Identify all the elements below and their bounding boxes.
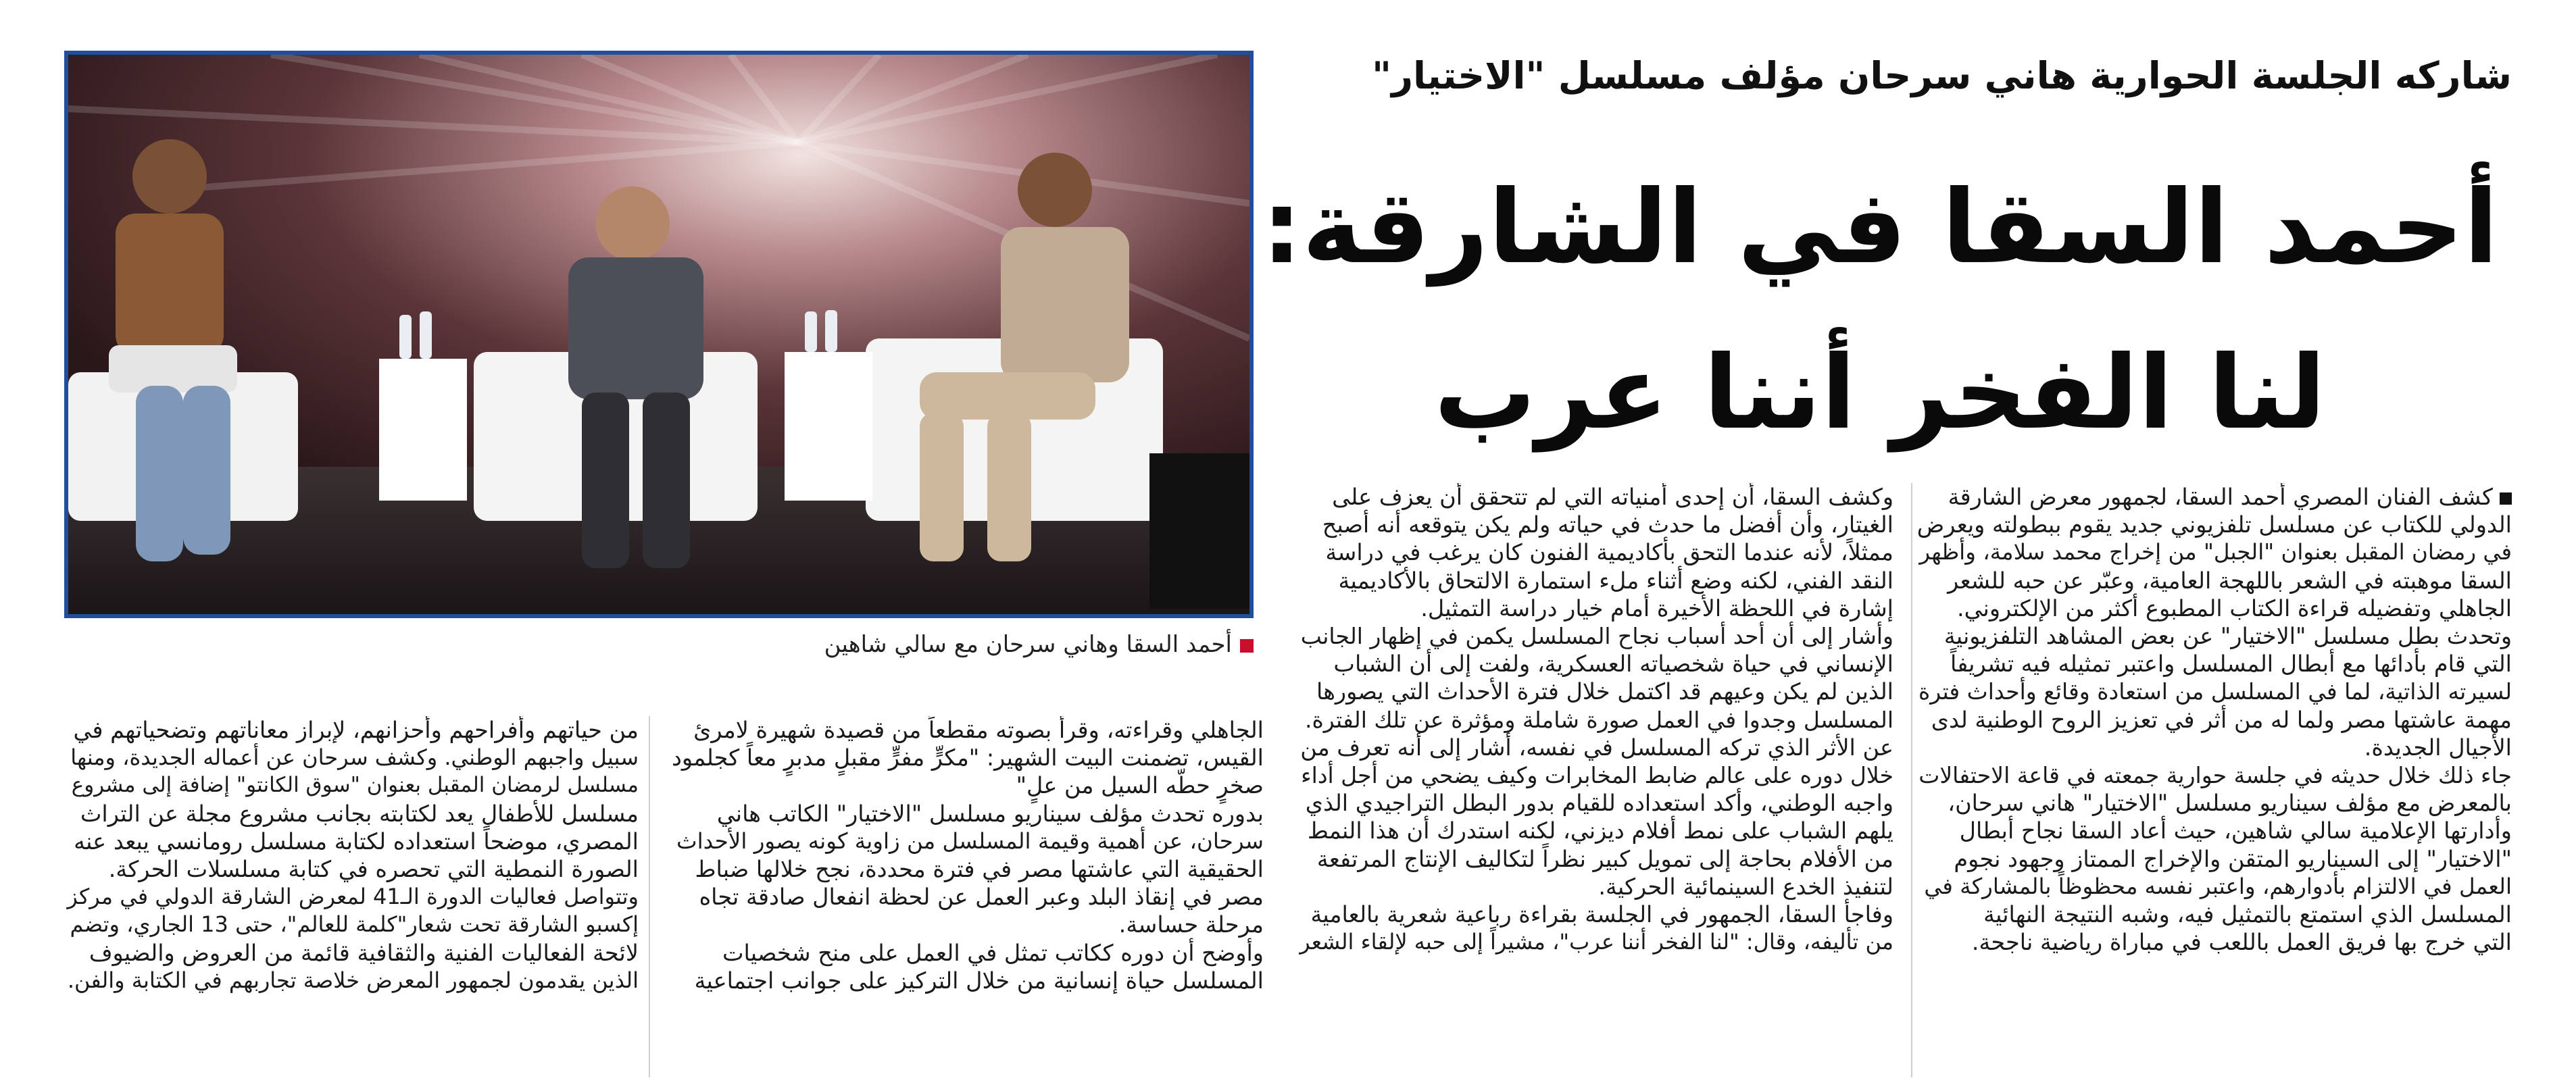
column-rule [1911, 483, 1912, 1078]
paragraph-line: لسيرته الذاتية، لما في المسلسل من استعادة وقائع وأحداث فترة [1918, 678, 2512, 705]
paragraph-line: "الاختيار" إلى السيناريو المتقن والإخراج الممتاز وجهود نجوم [1954, 845, 2512, 872]
paragraph-line: المسلسل الذي استمتع بالتمثيل فيه، وشبه النتيجة النهائية [1983, 901, 2512, 928]
photo-caption-text: أحمد السقا وهاني سرحان مع سالي شاهين [824, 631, 1232, 658]
paragraph-line: إشارة في اللحظة الأخيرة أمام خيار دراسة التمثيل. [1420, 595, 1893, 622]
paragraph-line: وأوضح أن دوره ككاتب تمثل في العمل على منح شخصيات [722, 939, 1264, 966]
paragraph-line: الدولي للكتاب عن مسلسل تلفزيوني جديد يقوم ببطولته ويعرض [1917, 511, 2512, 538]
paragraph-line: من تأليفه، وقال: "لنا الفخر أننا عرب"، مشيراً إلى حبه لإلقاء الشعر [1299, 929, 1893, 955]
column-rule [649, 716, 650, 1078]
paragraph-line: وفاجأ السقا، الجمهور في الجلسة بقراءة رباعية شعرية بالعامية [1310, 901, 1893, 928]
stage-photo-illustration [68, 55, 1249, 614]
paragraph-line: في رمضان المقبل بعنوان "الجبل" من إخراج محمد سلامة، وأظهر [1919, 539, 2512, 565]
paragraph-line: مصر في إنقاذ البلد وعبر العمل عن لحظة انفعال صادقة تجاه [699, 884, 1264, 911]
article-column-3 [669, 716, 1264, 1084]
paragraph-line: العمل في الالتزام بأدوارهم، واعتبر نفسه محظوظاً بالمشاركة في [1924, 873, 2512, 899]
black-square-icon [2500, 492, 2512, 505]
paragraph-line: خلال دوره على عالم ضابط المخابرات وكيف يضحي من أجل أداء [1301, 762, 1893, 789]
photo-caption [64, 628, 1254, 661]
paragraph-line: مسلسل للأطفال يعد لكتابته بجانب مشروع مجلة عن التراث [80, 800, 639, 827]
paragraph-line: إكسبو الشارقة تحت شعار"كلمة للعالم"، حتى 13 الجاري، وتضم [70, 911, 639, 938]
paragraph-line: الجاهلي وتفضيله قراءة الكتاب المطبوع أكثر من الإلكتروني. [1956, 595, 2512, 622]
paragraph-line: الغيتار، وأن أفضل ما حدث في حياته ولم يكن يتوقعه أنه أصبح [1322, 511, 1893, 538]
paragraph-line: الصورة النمطية التي تحصره في كتابة مسلسلات الحركة. [108, 856, 639, 883]
paragraph-line: مرحلة حساسة. [1118, 911, 1264, 938]
article-headline [1248, 145, 2512, 476]
paragraph-line: من حياتهم وأفراحهم وأحزانهم، لإبراز معاناتهم وتضحياتهم في [73, 717, 639, 743]
article-column-4 [64, 716, 639, 1084]
paragraph-line: الذين يقدمون لجمهور المعرض خلاصة تجاربهم في الكتابة والفن. [67, 967, 639, 993]
paragraph-line: وتحدث بطل مسلسل "الاختيار" عن بعض المشاهد التلفزيونية [1943, 623, 2512, 650]
paragraph-line: سبيل واجبهم الوطني. وكشف سرحان عن أعماله الجديدة، ومنها [70, 744, 639, 771]
paragraph-line: لائحة الفعاليات الفنية والثقافية قائمة من العروض والضيوف [89, 939, 639, 966]
paragraph-line: التي خرج بها فريق العمل باللعب في مباراة رياضية ناجحة. [1971, 929, 2512, 956]
paragraph-line: الجاهلي وقراءته، وقرأ بصوته مقطعاً من قصيدة شهيرة لامرئ [693, 717, 1264, 743]
paragraph-line: الأجيال الجديدة. [2364, 734, 2512, 761]
paragraph-line: مسلسل لرمضان المقبل بعنوان "سوق الكانتو" إضافة إلى مشروع [71, 773, 639, 798]
paragraph-line: المسلسل حياة إنسانية من خلال التركيز على جوانب اجتماعية [694, 967, 1264, 994]
paragraph-line: السقا موهبته في الشعر باللهجة العامية، وعبّر عن حبه للشعر [1948, 567, 2512, 594]
paragraph-line: كشف الفنان المصري أحمد السقا، لجمهور معرض الشارقة [1917, 483, 2512, 511]
paragraph-line: ممثلاً، لأنه عندما التحق بأكاديمية الفنون كان يرغب في دراسة [1325, 539, 1893, 566]
article-column-1 [1917, 483, 2512, 1084]
paragraph-line: مهمة عاشتها مصر ولما له من أثر في تعزيز الروح الوطنية لدى [1931, 706, 2512, 733]
article-kicker: شاركه الجلسة الحوارية هاني سرحان مؤلف مسلسل "الاختيار" [1372, 54, 2512, 98]
paragraph-line: بالمعرض مع مؤلف سيناريو مسلسل "الاختيار" هاني سرحان، [1948, 790, 2512, 817]
red-square-icon [1240, 639, 1254, 653]
paragraph-line: بدوره تحدث مؤلف سيناريو مسلسل "الاختيار" الكاتب هاني [716, 800, 1264, 827]
paragraph-line: الحقيقية التي عاشتها مصر في فترة محددة، نجح خلالها ضباط [695, 856, 1264, 883]
paragraph-line: لتنفيذ الخدع السينمائية الحركية. [1598, 873, 1893, 900]
paragraph-line: وأدارتها الإعلامية سالي شاهين، حيث أعاد السقا نجاح أبطال [1959, 817, 2512, 844]
paragraph-line: سرحان، عن أهمية وقيمة المسلسل من زاوية كونه يصور الأحداث [676, 828, 1264, 854]
paragraph-line: الإنساني في حياة شخصياته العسكرية، ولفت إلى أن الشباب [1333, 651, 1893, 678]
paragraph-line: عن الأثر الذي تركه المسلسل في نفسه، أشار إلى أنه تعرف من [1300, 734, 1893, 761]
paragraph-line: من الأفلام بحاجة إلى تمويل كبير نظراً لتكاليف الإنتاج المرتفعة [1316, 845, 1893, 872]
paragraph-line: جاء ذلك خلال حديثه في جلسة حوارية جمعته في قاعة الاحتفالات [1918, 762, 2512, 789]
paragraph-line: وأشار إلى أن أحد أسباب نجاح المسلسل يكمن في إظهار الجانب [1300, 623, 1893, 650]
article-column-2 [1299, 483, 1893, 1084]
paragraph-line: يلهم الشباب على نمط أفلام ديزني، لكنه استدرك أن هذا النمط [1307, 817, 1893, 844]
paragraph-line: الذين لم يكن وعيهم قد اكتمل خلال فترة الأحداث التي يصورها [1316, 678, 1893, 705]
article-photo [64, 51, 1254, 618]
headline-line-2: لنا الفخر أننا عرب [1434, 334, 2326, 452]
paragraph-line: المصري، موضحاً استعداده لكتابة مسلسل رومانسي يبعد عنه [74, 828, 639, 855]
paragraph-line: صخرٍ حطّه السيل من علٍ" [1016, 772, 1264, 799]
paragraph-line: القيس، تضمنت البيت الشهير: "مكرٍّ مفرٍّ مقبلٍ مدبرٍ معاً كجلمود [671, 744, 1264, 772]
paragraph-line: وتتواصل فعاليات الدورة الـ41 لمعرض الشارقة الدولي في مركز [67, 884, 639, 910]
paragraph-line: وكشف السقا، أن إحدى أمنياته التي لم تتحقق أن يعزف على [1332, 484, 1893, 510]
paragraph-line: واجبه الوطني، وأكد استعداده للقيام بدور البطل التراجيدي الذي [1305, 790, 1893, 817]
paragraph-line: النقد الفني، لكنه وضع أثناء ملء استمارة الالتحاق بالأكاديمية [1338, 567, 1893, 594]
headline-line-1: أحمد السقا في الشارقة: [1261, 169, 2499, 286]
paragraph-line: المسلسل وجدوا في العمل صورة شاملة ومؤثرة عن تلك الفترة. [1305, 706, 1893, 733]
paragraph-line: التي قام بأدائها مع أبطال المسلسل واعتبر تمثيله فيه تشريفاً [1950, 651, 2512, 678]
